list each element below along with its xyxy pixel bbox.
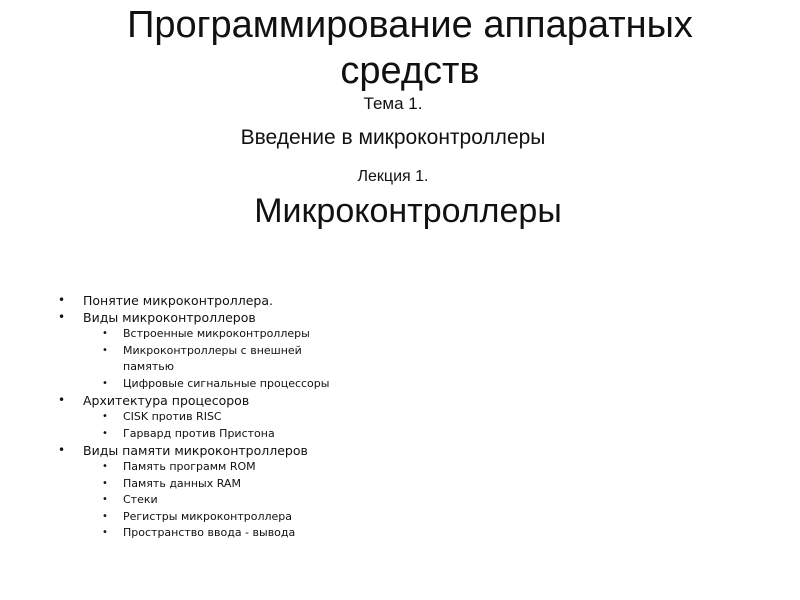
outline-list [56,292,476,542]
bullet-icon: • [102,477,108,489]
bullet-icon: • [102,411,108,422]
outline-subitem-label: Память данных RAM [123,476,241,490]
outline-subitem-label: Встроенные микроконтроллеры [123,327,310,340]
bullet-icon: • [58,393,66,407]
outline-subitem-label: Цифровые сигнальные процессоры [123,376,330,390]
outline-subitem [83,426,353,443]
bullet-icon: • [102,344,108,356]
outline-item [56,292,476,309]
slide-title: Программирование аппаратных средств [127,4,693,92]
outline-subitem-label: Память программ ROM [123,460,256,473]
bullet-icon: • [102,510,108,522]
outline-sublist [83,409,476,442]
outline-subitem [83,376,353,393]
outline-subitem-label: Регистры микроконтроллера [123,509,292,523]
lecture-name: Микроконтроллеры [254,192,562,230]
outline-subitem-label: Пространство ввода - вывода [123,526,296,539]
outline-subitem [83,459,353,476]
outline-item-label: Архитектура процесоров [83,393,250,408]
outline-subitem [83,509,353,526]
outline-subitem-label: CISK против RISC [123,410,222,423]
bullet-icon: • [102,427,108,439]
bullet-icon: • [58,310,66,324]
bullet-icon: • [102,377,108,389]
topic-number: Тема 1. [363,94,423,113]
outline-subitem-label: Микроконтроллеры с внешней памятью [123,343,302,373]
outline-item [56,392,476,442]
outline-sublist [83,326,476,392]
bullet-icon: • [58,443,66,457]
bullet-icon: • [102,527,108,538]
outline-subitem [83,476,353,493]
outline-sublist [83,459,476,542]
outline-subitem-label: Стеки [123,493,158,506]
outline-subitem-label: Гарвард против Пристона [123,426,275,440]
lecture-number: Лекция 1. [357,168,429,185]
outline-subitem [83,525,353,542]
outline-item-label: Понятие микроконтроллера. [83,293,273,308]
outline-subitem [83,492,353,509]
outline-subitem [83,343,353,376]
outline-subitem [83,326,353,343]
bullet-icon: • [58,293,66,307]
outline-subitem [83,409,353,426]
outline-item [56,442,476,542]
outline-item [56,309,476,392]
outline-item-label: Виды памяти микроконтроллеров [83,443,308,458]
bullet-icon: • [102,494,108,505]
bullet-icon: • [102,461,108,472]
topic-name: Введение в микроконтроллеры [240,126,546,149]
outline-item-label: Виды микроконтроллеров [83,310,256,325]
bullet-icon: • [102,328,108,339]
